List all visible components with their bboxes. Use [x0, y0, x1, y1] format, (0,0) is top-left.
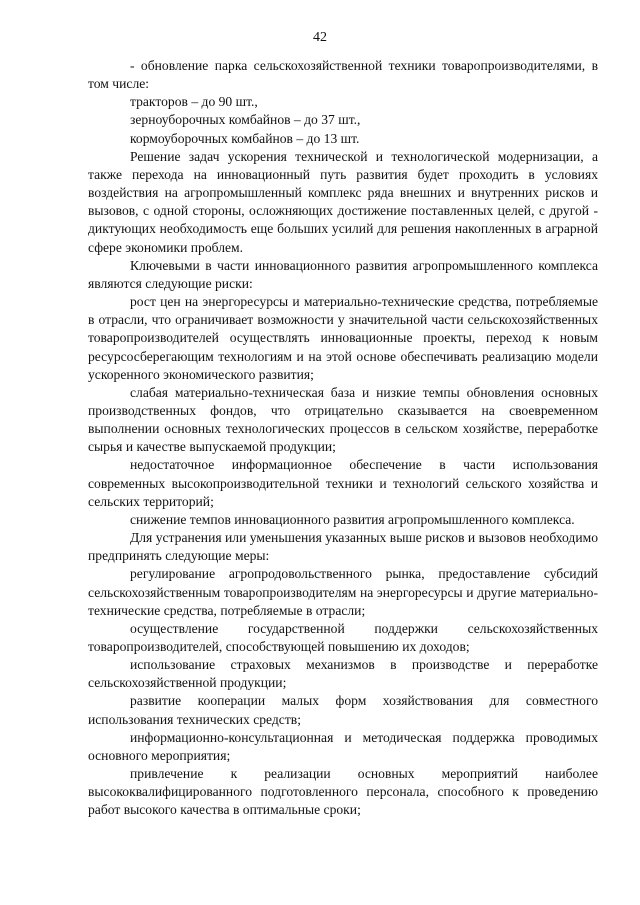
paragraph-tractors: тракторов – до 90 шт., — [130, 94, 258, 110]
paragraph-forage-harvesters: кормоуборочных комбайнов – до 13 шт. — [130, 130, 360, 146]
paragraph-risk-weak-base: слабая материально-техническая база и низкие темпы обновления основных производственных фондов, что отрицательно сказывается на своевременном выполнении основных технологических процессов в сельском хозяйстве, переработке сырья и качестве выпускаемой продукции; — [88, 384, 598, 455]
paragraph-measure-market-regulation: регулирование агропродовольственного рынка, предоставление субсидий сельскохозяйственным товаропроизводителям на энергоресурсы и другие материально-технические средства, потребляемые в отрасли; — [88, 566, 598, 618]
paragraph-fleet-renewal: - обновление парка сельскохозяйственной техники товаропроизводителями, в том числе: — [88, 58, 598, 92]
paragraph-measure-cooperation: развитие кооперации малых форм хозяйствования для совместного использования технических средств; — [88, 693, 598, 727]
paragraph-measure-consulting: информационно-консультационная и методическая поддержка проводимых основного мероприятия; — [88, 729, 598, 763]
paragraph-measure-personnel: привлечение к реализации основных мероприятий наиболее высококвалифицированного подготовленного персонала, способного к проведению работ высокого качества в оптимальные сроки; — [88, 766, 598, 818]
body-text — [88, 57, 598, 820]
paragraph-risk-innovation-slowdown: снижение темпов инновационного развития агропромышленного комплекса. — [130, 511, 575, 527]
paragraph-risk-energy-prices: рост цен на энергоресурсы и материально-технические средства, потребляемые в отрасли, что ограничивает возможности у значительной части сельскохозяйственных товаропроизводителей осуществлять инновационные проекты, переход к новым ресурсосберегающим технологиям и на этой основе обеспечивать реализацию модели ускоренного экономического развития; — [88, 294, 598, 382]
paragraph-risk-information: недостаточное информационное обеспечение в части использования современных высокопроизводительной техники и технологий сельского хозяйства и сельских территорий; — [88, 457, 598, 509]
page-number: 42 — [313, 30, 327, 45]
paragraph-measure-state-support: осуществление государственной поддержки сельскохозяйственных товаропроизводителей, способствующей повышению их доходов; — [88, 620, 598, 654]
paragraph-modernization: Решение задач ускорения технической и технологической модернизации, а также перехода на инновационный путь развития будет проходить в условиях воздействия на агропромышленный комплекс ряда внешних и внутренних рисков и вызовов, с одной стороны, осложняющих достижение поставленных целей, с другой - диктующих необходимость еще больших усилий для решения накопленных в аграрной сфере экономики проблем. — [88, 148, 598, 255]
paragraph-measure-insurance: использование страховых механизмов в производстве и переработке сельскохозяйственной продукции; — [88, 657, 598, 691]
paragraph-measures-intro: Для устранения или уменьшения указанных выше рисков и вызовов необходимо предпринять следующие меры: — [88, 530, 598, 564]
paragraph-key-risks-intro: Ключевыми в части инновационного развития агропромышленного комплекса являются следующие риски: — [88, 257, 598, 291]
paragraph-grain-harvesters: зерноуборочных комбайнов – до 37 шт., — [130, 112, 361, 128]
